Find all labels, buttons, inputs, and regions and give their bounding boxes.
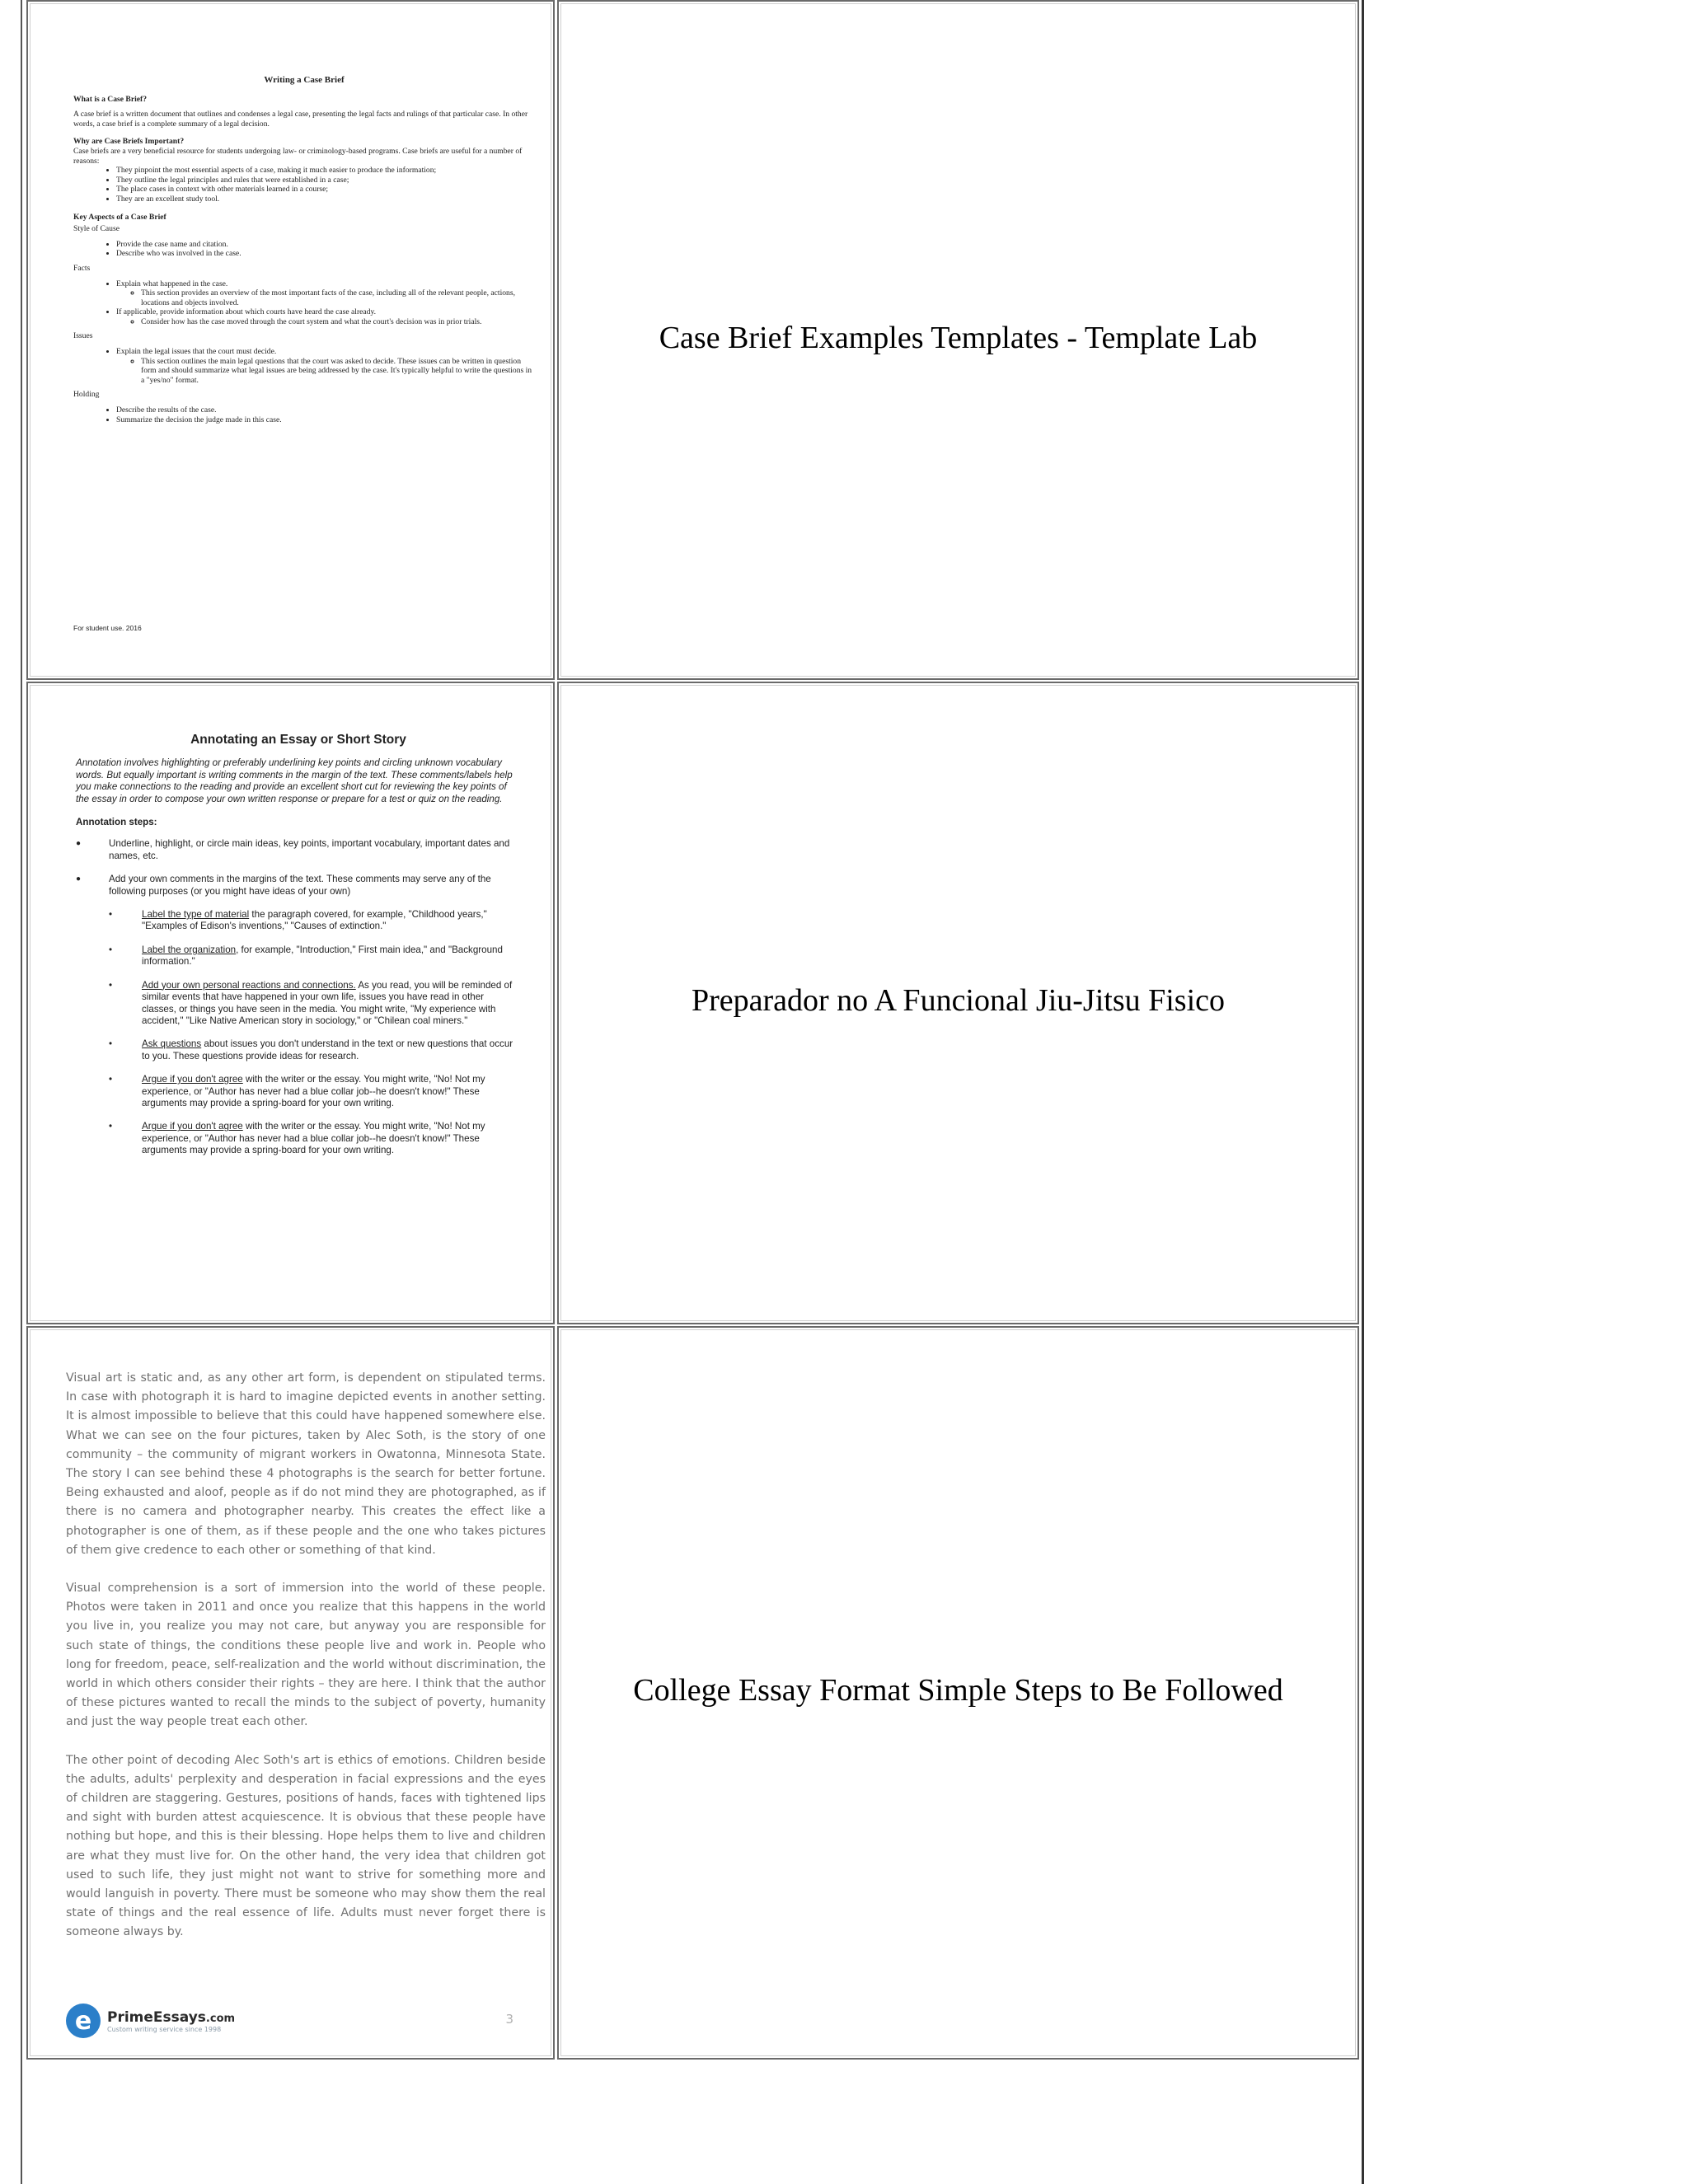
caption-cell-1[interactable] <box>557 0 1359 680</box>
thumbnail-case-brief[interactable] <box>26 0 555 680</box>
list-item: • They are an excellent study tool. <box>116 194 535 204</box>
annotating-sub-item: • Argue if you don't agree with the writer or the essay. You might write, "No! Not my experience, or "Author has never had a blue collar job--he doesn't know!" These arguments may provide a spring-board for your own writing. <box>76 1121 521 1156</box>
case-brief-holding-label: Holding <box>73 390 100 400</box>
list-item: • Summarize the decision the judge made in this case. <box>116 415 535 425</box>
list-item: ◦ This section provides an overview of the most important facts of the case, including all of the relevant people, actions, locations and objects involved. <box>141 288 535 307</box>
essay-page <box>66 1369 546 1961</box>
essay-paragraph-2: Visual comprehension is a sort of immersion into the world of these people. Photos were taken in 2011 and once you realize that this happens in the world you live in, you realize you may not care, but anyway you are responsible for such state of things, the conditions these people live and work in. People who long for freedom, peace, self-realization and the world without discrimination, the world in which others consider their rights – they are here. I think that the author of these pictures wanted to recall the minds to the subject of poverty, humanity and just the way people treat each other. <box>66 1582 546 1729</box>
left-frame-line <box>21 0 22 2184</box>
caption-case-brief[interactable]: Case Brief Examples Templates - Template Lab <box>659 321 1258 355</box>
list-item: • Describe who was involved in the case. <box>116 249 535 259</box>
case-brief-key-heading: Key Aspects of a Case Brief <box>73 212 166 222</box>
case-brief-facts-label: Facts <box>73 263 91 273</box>
page-number: 3 <box>505 2012 513 2027</box>
case-brief-issues-label: Issues <box>73 331 93 341</box>
case-brief-style-label: Style of Cause <box>73 224 120 234</box>
logo-tagline: Custom writing service since 1998 <box>107 2025 222 2033</box>
list-item: • Explain the legal issues that the court must decide. ◦ This section outlines the main legal questions that the court was asked to decide. These issues can be written in question form and should summarize what legal issues are being addressed by the case. It's typically helpful to write the questions in a "yes/no" format. <box>116 347 535 385</box>
thumbnail-annotating[interactable] <box>26 682 555 1324</box>
case-brief-facts-list <box>73 279 535 327</box>
list-item: ◦ This section outlines the main legal questions that the court was asked to decide. These issues can be written in question form and should summarize what legal issues are being addressed by the case. It's typically helpful to write the questions in a "yes/no" format. <box>141 357 535 386</box>
list-item: • Describe the results of the case. <box>116 405 535 415</box>
list-item: • They pinpoint the most essential aspects of a case, making it much easier to produce the information; <box>116 166 535 176</box>
annotating-sub-item: • Ask questions about issues you don't understand in the text or new questions that occur to you. These questions provide ideas for research. <box>76 1038 521 1062</box>
case-brief-what-text: A case brief is a written document that outlines and condenses a legal case, presenting the legal facts and rulings of that particular case. In other words, a case brief is a complete summary of a legal decision. <box>73 110 528 129</box>
case-brief-style-list <box>73 240 535 259</box>
case-brief-title: Writing a Case Brief <box>264 75 345 85</box>
essay-paragraph-1: Visual art is static and, as any other art form, is dependent on stipulated terms. In case with photograph it is hard to imagine depicted events in another setting. It is almost impossible to believe that this could have happened somewhere else. What we can see on the four pictures, taken by Alec Soth, is the story of one community – the community of migrant workers in Owatonna, Minnesota State. The story I can see behind these 4 photographs is the search for better fortune. Being exhausted and aloof, people as if do not mind they are photographed, as if there is no camera and photographer nearby. This creates the effect like a photographer is one of them, as if these people and the one who takes pictures of them give credence to each other or something of that kind. <box>66 1371 546 1557</box>
annotating-sub-item: • Label the organization, for example, "Introduction," First main idea," and "Background information." <box>76 944 521 968</box>
annotating-page <box>76 734 521 1169</box>
list-item: ◦ Consider how has the case moved through the court system and what the court's decision was in prior trials. <box>141 317 535 327</box>
case-brief-why-text: Case briefs are a very beneficial resource for students undergoing law- or criminology-based programs. Case briefs are useful for a number of reasons: <box>73 146 523 166</box>
annotating-title: Annotating an Essay or Short Story <box>190 733 406 747</box>
case-brief-footer: For student use. 2016 <box>73 624 142 632</box>
annotating-bullet-1: ● Underline, highlight, or circle main ideas, key points, important vocabulary, important dates and names, etc. <box>76 838 521 862</box>
case-brief-why-list <box>73 166 535 204</box>
case-brief-holding-list <box>73 405 535 424</box>
list-item: • Explain what happened in the case. ◦ This section provides an overview of the most important facts of the case, including all of the relevant people, actions, locations and objects involved. <box>116 279 535 308</box>
annotating-steps-heading: Annotation steps: <box>76 817 157 828</box>
essay-paragraph-3: The other point of decoding Alec Soth's art is ethics of emotions. Children beside the adults, adults' perplexity and desperation in facial expressions and the eyes of children are staggering. Gestures, positions of hands, faces with tightened lips and sight with burden attest acquiescence. It is obvious that these people have nothing but hope, and this is their blessing. Hope helps them to live and children are what they must live for. On the other hand, the very idea that children got used to such life, they just might not want to strive for something more and would languish in poverty. There must be someone who may show them the real state of things and the real essence of life. Adults must never forget there is someone always by. <box>66 1753 546 1939</box>
list-item: • They outline the legal principles and rules that were established in a case; <box>116 176 535 185</box>
right-frame-line <box>1362 0 1364 2184</box>
logo-brand: PrimeEssays.com <box>107 2008 236 2026</box>
case-brief-what-heading: What is a Case Brief? <box>73 94 147 104</box>
annotating-bullet-2: ● Add your own comments in the margins of the text. These comments may serve any of the following purposes (or you might have ideas of your own) <box>76 874 521 898</box>
list-item: • Provide the case name and citation. <box>116 240 535 250</box>
list-item: • The place cases in context with other materials learned in a course; <box>116 185 535 194</box>
logo-e-icon: e <box>66 2004 101 2038</box>
list-item: • If applicable, provide information about which courts have heard the case already. ◦ Consider how has the case moved through the court system and what the court's decision was in prior trials. <box>116 307 535 326</box>
case-brief-page <box>73 75 535 632</box>
caption-annotating[interactable]: Preparador no A Funcional Jiu-Jitsu Fisico <box>691 983 1226 1018</box>
prime-essays-logo <box>66 2004 235 2038</box>
case-brief-why-heading: Why are Case Briefs Important? <box>73 137 185 147</box>
case-brief-issues-list <box>73 347 535 385</box>
caption-cell-2[interactable] <box>557 682 1359 1324</box>
annotating-sub-item: • Add your own personal reactions and connections. As you read, you will be reminded of similar events that have happened in your own life, issues you have read in other classes, or things you have seen in the media. You might write, "My experience with accident," "Like Native American story in sociology," or "Chilean coal miners." <box>76 980 521 1028</box>
caption-cell-3[interactable] <box>557 1326 1359 2060</box>
caption-college-essay[interactable]: College Essay Format Simple Steps to Be Followed <box>633 1673 1283 1708</box>
annotating-sub-item: • Label the type of material the paragraph covered, for example, "Childhood years," "Examples of Edison's inventions," "Causes of extinction." <box>76 909 521 933</box>
annotating-intro: Annotation involves highlighting or preferably underlining key points and circling unknown vocabulary words. But equally important is writing comments in the margin of the text. These comments/labels help you make connections to the reading and provide an excellent short cut for reviewing the key points of the essay in order to compose your own written response or prepare for a test or quiz on the reading. <box>76 757 513 804</box>
thumbnail-essay[interactable] <box>26 1326 555 2060</box>
annotating-sub-item: • Argue if you don't agree with the writer or the essay. You might write, "No! Not my experience, or "Author has never had a blue collar job--he doesn't know!" These arguments may provide a spring-board for your own writing. <box>76 1074 521 1109</box>
